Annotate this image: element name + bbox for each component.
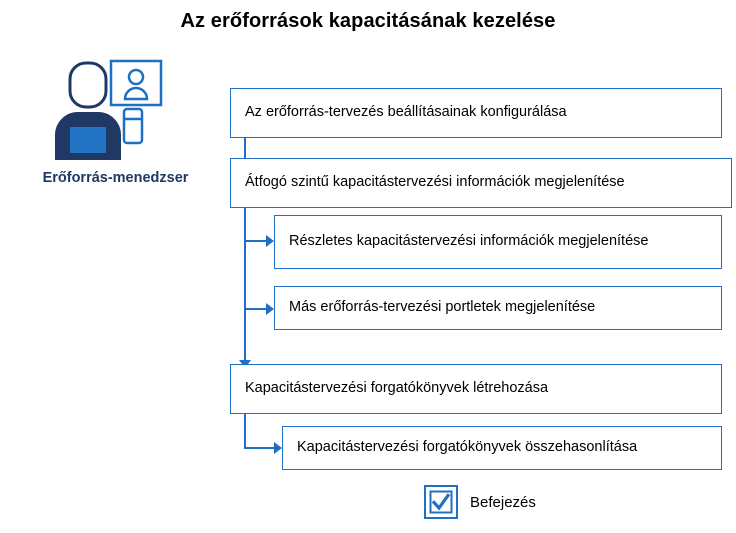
step-label: Átfogó szintű kapacitástervezési információk megjelenítése — [245, 174, 625, 191]
connector-spine-3 — [244, 413, 246, 449]
step-box-configure-settings[interactable] — [230, 88, 722, 138]
resource-manager-person-icon — [48, 55, 168, 167]
connector-arrow-to-step3 — [266, 235, 274, 247]
step-label: Az erőforrás-tervezés beállításainak konfigurálása — [245, 104, 567, 121]
end-label: Befejezés — [470, 493, 536, 511]
connector-spine-2 — [244, 207, 246, 362]
end-node — [424, 485, 536, 519]
step-box-create-scenarios[interactable] — [230, 364, 722, 414]
step-box-show-high-level-info[interactable] — [230, 158, 732, 208]
connector-arrow-to-step4 — [266, 303, 274, 315]
step-box-compare-scenarios[interactable] — [282, 426, 722, 470]
connector-branch-step4 — [244, 308, 268, 310]
connector-arrow-to-step6 — [274, 442, 282, 454]
step-label: Kapacitástervezési forgatókönyvek összehasonlítása — [297, 439, 638, 456]
step-label: Kapacitástervezési forgatókönyvek létrehozása — [245, 380, 549, 397]
connector-branch-step6 — [244, 447, 276, 449]
step-label: Részletes kapacitástervezési információk megjelenítése — [289, 233, 649, 250]
step-label: Más erőforrás-tervezési portletek megjelenítése — [289, 299, 596, 316]
actor-label: Erőforrás-menedzser — [42, 170, 189, 186]
checkbox-check-icon — [424, 485, 458, 519]
page-title: Az erőforrások kapacitásának kezelése — [180, 10, 556, 32]
step-box-show-other-portlets[interactable] — [274, 286, 722, 330]
step-box-show-detailed-info[interactable] — [274, 215, 722, 269]
connector-branch-step3 — [244, 240, 268, 242]
actor-resource-manager — [28, 55, 198, 200]
